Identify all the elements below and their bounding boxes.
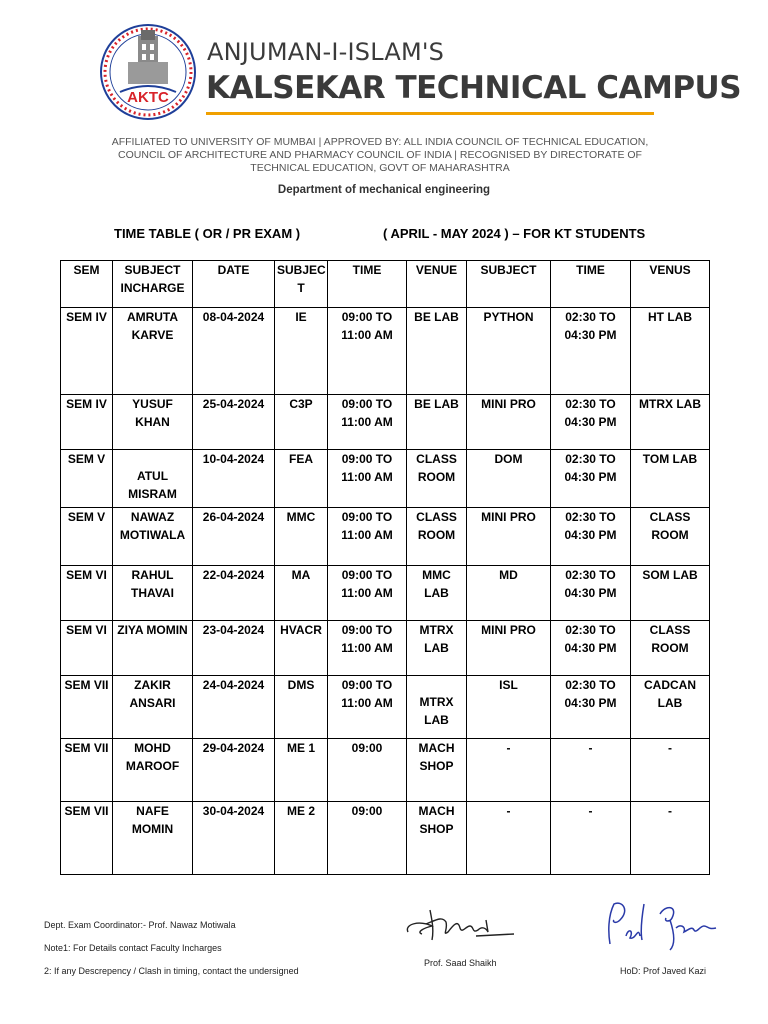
table-cell: ISL <box>467 676 551 739</box>
table-cell: - <box>467 739 551 802</box>
table-cell: CLASS ROOM <box>631 621 710 676</box>
table-cell: 26-04-2024 <box>193 508 275 566</box>
table-cell: MACH SHOP <box>407 739 467 802</box>
table-row <box>61 566 710 621</box>
department-name: Department of mechanical engineering <box>277 184 491 196</box>
institution-name-line2: KALSEKAR TECHNICAL CAMPUS <box>206 70 742 106</box>
table-cell: MMC <box>275 508 328 566</box>
table-cell: 24-04-2024 <box>193 676 275 739</box>
table-cell: 02:30 TO 04:30 PM <box>551 450 631 508</box>
table-cell: C3P <box>275 395 328 450</box>
table-cell: HT LAB <box>631 308 710 395</box>
table-cell: MTRX LAB <box>407 621 467 676</box>
table-cell: - <box>631 802 710 875</box>
column-header: DATE <box>193 261 275 308</box>
table-header-row <box>61 261 710 308</box>
table-cell: SEM VI <box>61 621 113 676</box>
note-1: Note1: For Details contact Faculty Incharges <box>44 943 222 953</box>
table-cell: NAFE MOMIN <box>113 802 193 875</box>
table-cell: RAHUL THAVAI <box>113 566 193 621</box>
timetable <box>60 260 710 875</box>
column-header: SEM <box>61 261 113 308</box>
timetable-period: ( APRIL - MAY 2024 ) – FOR KT STUDENTS <box>383 226 646 241</box>
header-accent-rule <box>206 112 654 115</box>
table-cell: SEM VII <box>61 802 113 875</box>
table-cell: 02:30 TO 04:30 PM <box>551 566 631 621</box>
table-cell: 30-04-2024 <box>193 802 275 875</box>
table-cell: 09:00 TO 11:00 AM <box>328 676 407 739</box>
table-cell: CLASS ROOM <box>407 450 467 508</box>
table-row <box>61 802 710 875</box>
table-cell: MA <box>275 566 328 621</box>
table-cell: MTRX LAB <box>407 676 467 739</box>
table-cell: MMC LAB <box>407 566 467 621</box>
table-cell: YUSUF KHAN <box>113 395 193 450</box>
table-cell: 02:30 TO 04:30 PM <box>551 308 631 395</box>
table-cell: NAWAZ MOTIWALA <box>113 508 193 566</box>
affiliation-text: AFFILIATED TO UNIVERSITY OF MUMBAI | APPROVED BY: ALL INDIA COUNCIL OF TECHNICAL EDUCATION, COUNCIL OF ARCHITECTURE AND PHARMACY COUNCIL OF INDIA | RECOGNISED BY DIRECTORATE OF TECHNICAL EDUCATION, GOVT OF MAHARASHTRA <box>111 136 649 174</box>
table-cell: 23-04-2024 <box>193 621 275 676</box>
table-cell: CLASS ROOM <box>631 508 710 566</box>
signatory-1-name: Prof. Saad Shaikh <box>424 958 497 968</box>
table-cell: HVACR <box>275 621 328 676</box>
note-2: 2: If any Descrepency / Clash in timing, contact the undersigned <box>44 966 299 976</box>
table-cell: 09:00 TO 11:00 AM <box>328 450 407 508</box>
table-row <box>61 308 710 395</box>
table-row <box>61 508 710 566</box>
table-cell: 10-04-2024 <box>193 450 275 508</box>
table-cell: MD <box>467 566 551 621</box>
column-header: TIME <box>328 261 407 308</box>
table-cell: SEM VII <box>61 676 113 739</box>
table-cell: SEM IV <box>61 308 113 395</box>
column-header: SUBJEC T <box>275 261 328 308</box>
table-cell: 29-04-2024 <box>193 739 275 802</box>
table-cell: SEM VII <box>61 739 113 802</box>
table-cell: MINI PRO <box>467 508 551 566</box>
table-cell: AMRUTA KARVE <box>113 308 193 395</box>
table-row <box>61 450 710 508</box>
table-cell: 09:00 <box>328 802 407 875</box>
table-cell: DOM <box>467 450 551 508</box>
column-header: SUBJECT <box>467 261 551 308</box>
table-cell: SEM V <box>61 508 113 566</box>
table-cell: 09:00 TO 11:00 AM <box>328 508 407 566</box>
table-cell: 02:30 TO 04:30 PM <box>551 508 631 566</box>
table-cell: 25-04-2024 <box>193 395 275 450</box>
table-cell: - <box>631 739 710 802</box>
exam-coordinator: Dept. Exam Coordinator:- Prof. Nawaz Motiwala <box>44 920 236 930</box>
table-cell: 22-04-2024 <box>193 566 275 621</box>
college-logo <box>98 22 198 122</box>
logo-text: AKTC <box>127 89 169 106</box>
table-cell: MINI PRO <box>467 395 551 450</box>
table-cell: DMS <box>275 676 328 739</box>
table-cell: - <box>551 739 631 802</box>
table-cell: SEM VI <box>61 566 113 621</box>
table-cell: BE LAB <box>407 308 467 395</box>
table-cell: CADCAN LAB <box>631 676 710 739</box>
column-header: VENUS <box>631 261 710 308</box>
table-cell: BE LAB <box>407 395 467 450</box>
table-cell: 09:00 <box>328 739 407 802</box>
table-cell: 02:30 TO 04:30 PM <box>551 395 631 450</box>
column-header: TIME <box>551 261 631 308</box>
column-header: SUBJECT INCHARGE <box>113 261 193 308</box>
table-row <box>61 621 710 676</box>
table-cell: SEM V <box>61 450 113 508</box>
table-cell: MTRX LAB <box>631 395 710 450</box>
table-row <box>61 395 710 450</box>
table-cell: MINI PRO <box>467 621 551 676</box>
table-cell: 09:00 TO 11:00 AM <box>328 566 407 621</box>
table-cell: 09:00 TO 11:00 AM <box>328 621 407 676</box>
table-cell: TOM LAB <box>631 450 710 508</box>
table-cell: ME 1 <box>275 739 328 802</box>
table-cell: 02:30 TO 04:30 PM <box>551 621 631 676</box>
table-cell: ME 2 <box>275 802 328 875</box>
table-cell: - <box>551 802 631 875</box>
table-cell: IE <box>275 308 328 395</box>
table-cell: 09:00 TO 11:00 AM <box>328 395 407 450</box>
table-cell: ATUL MISRAM <box>113 450 193 508</box>
table-row <box>61 739 710 802</box>
table-cell: 08-04-2024 <box>193 308 275 395</box>
table-cell: FEA <box>275 450 328 508</box>
table-cell: MOHD MAROOF <box>113 739 193 802</box>
timetable-title: TIME TABLE ( OR / PR EXAM ) <box>114 226 301 241</box>
table-cell: 02:30 TO 04:30 PM <box>551 676 631 739</box>
signatory-2-name: HoD: Prof Javed Kazi <box>620 966 707 976</box>
table-row <box>61 676 710 739</box>
table-cell: ZIYA MOMIN <box>113 621 193 676</box>
table-cell: ZAKIR ANSARI <box>113 676 193 739</box>
signature-javed-kazi <box>600 896 720 952</box>
table-cell: 09:00 TO 11:00 AM <box>328 308 407 395</box>
column-header: VENUE <box>407 261 467 308</box>
table-cell: MACH SHOP <box>407 802 467 875</box>
institution-name-line1: ANJUMAN-I-ISLAM'S <box>207 38 445 66</box>
table-cell: - <box>467 802 551 875</box>
table-cell: CLASS ROOM <box>407 508 467 566</box>
table-cell: SEM IV <box>61 395 113 450</box>
table-cell: PYTHON <box>467 308 551 395</box>
table-cell: SOM LAB <box>631 566 710 621</box>
signature-saad-shaikh <box>402 902 522 946</box>
